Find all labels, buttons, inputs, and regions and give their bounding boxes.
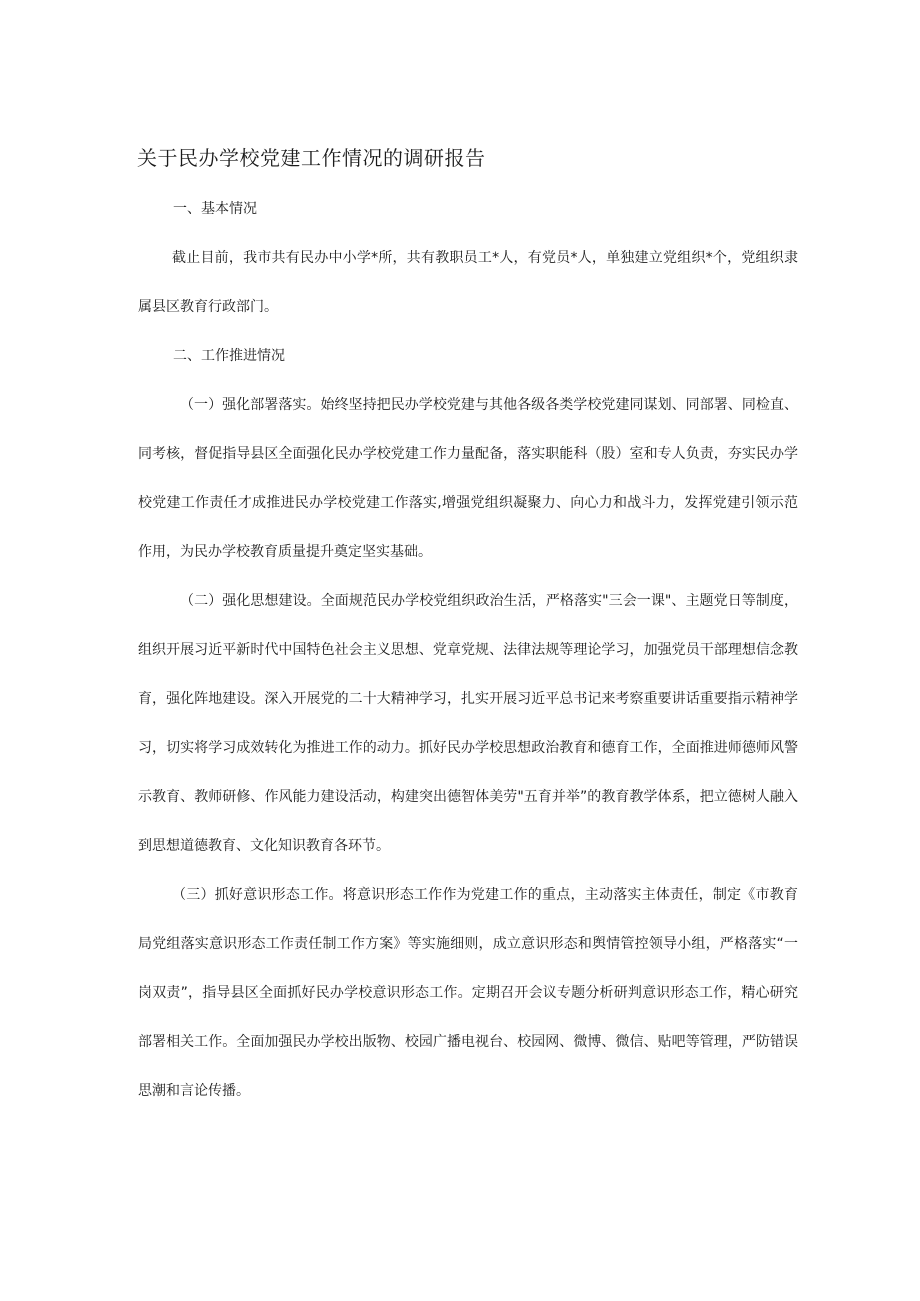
- document-body: [138, 185, 798, 1116]
- paragraph-deployment: （一）强化部署落实。始终坚持把民办学校党建与其他各级各类学校党建同谋划、同部署、同检直、同考核，督促指导县区全面强化民办学校党建工作力量配备，落实职能科（股）室和专人负责，夯实民办学校党建工作责任才成推进民办学校党建工作落实,增强党组织凝聚力、向心力和战斗力，发挥党建引领示范作用，为民办学校教育质量提升奠定坚实基础。: [138, 397, 798, 560]
- paragraph-ideology-work: （三）抓好意识形态工作。将意识形态工作作为党建工作的重点，主动落实主体责任，制定《市教育局党组落实意识形态工作责任制工作方案》等实施细则，成立意识形态和舆情管控领导小组，严格落实“一岗双责”，指导县区全面抓好民办学校意识形态工作。定期召开会议专题分析研判意识形态工作，精心研究部署相关工作。全面加强民办学校出版物、校园广播电视台、校园网、微博、微信、贴吧等管理，严防错误思潮和言论传播。: [138, 887, 798, 1099]
- section-heading-progress: 二、工作推进情况: [173, 348, 285, 364]
- paragraph-basic-situation: 截止目前，我市共有民办中小学*所，共有教职员工*人，有党员*人，单独建立党组织*个，党组织隶属县区教育行政部门。: [138, 250, 798, 315]
- section-heading-basic: 一、基本情况: [173, 201, 257, 217]
- document-title: 关于民办学校党建工作情况的调研报告: [137, 146, 486, 170]
- paragraph-ideology-building: （二）强化思想建设。全面规范民办学校党组织政治生活，严格落实"三会一课"、主题党日等制度，组织开展习近平新时代中国特色社会主义思想、党章党规、法律法规等理论学习，加强党员干部理想信念教育，强化阵地建设。深入开展党的二十大精神学习，扎实开展习近平总书记来考察重要讲话重要指示精神学习，切实将学习成效转化为推进工作的动力。抓好民办学校思想政治教育和德育工作，全面推进师德师风警示教育、教师研修、作风能力建设活动，构建突出德智体美劳"五育并举”的教育教学体系，把立德树人融入到思想道德教育、文化知识教育各环节。: [138, 593, 798, 854]
